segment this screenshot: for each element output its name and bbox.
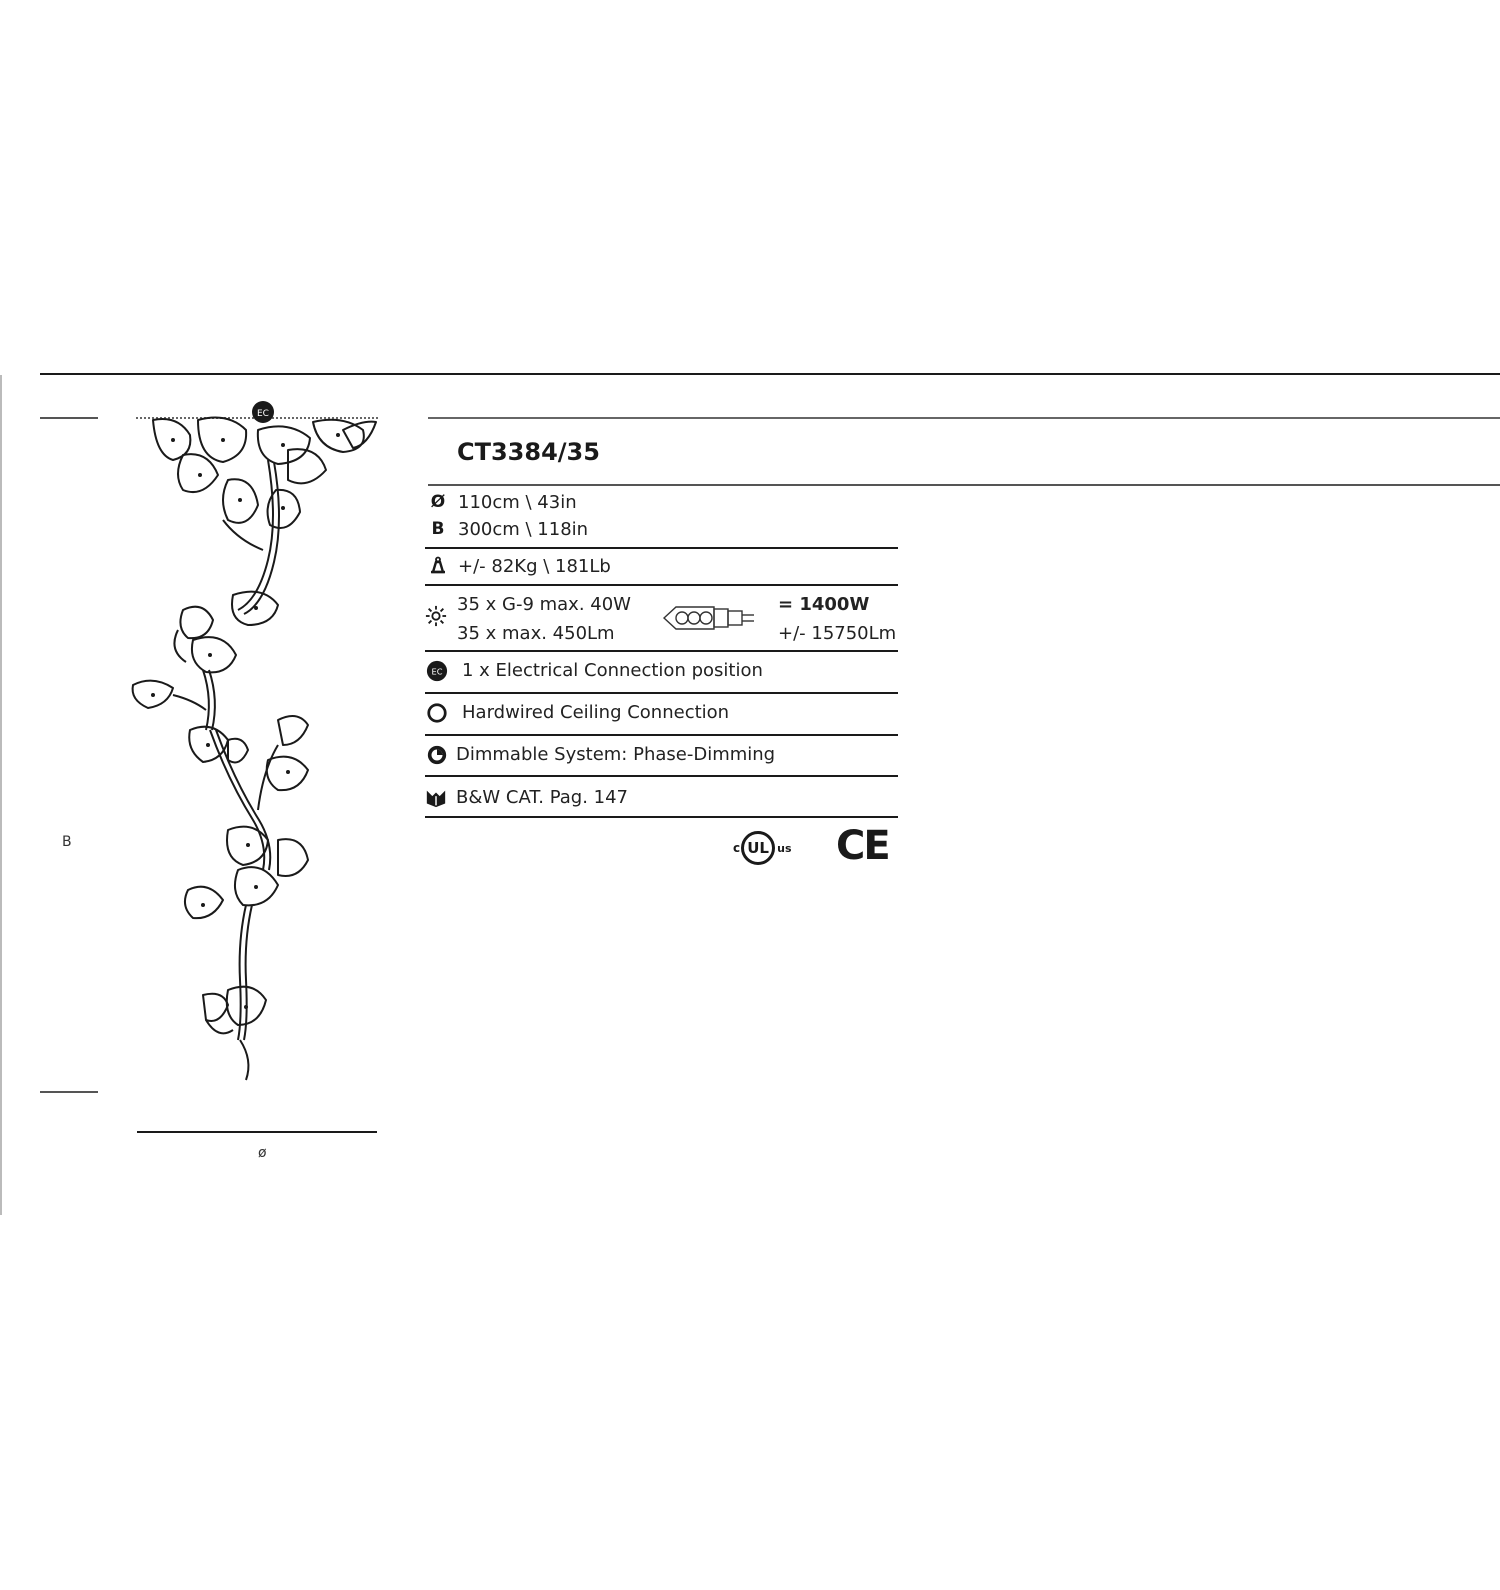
spec-electrical: 1 x Electrical Connection position xyxy=(462,660,763,681)
cul-us-logo: c UL us xyxy=(733,831,792,865)
spec-divider-7 xyxy=(425,816,898,818)
height-icon: B xyxy=(431,519,445,539)
weight-icon xyxy=(427,554,449,576)
spec-divider-5 xyxy=(425,734,898,736)
spec-total-lumens: +/- 15750Lm xyxy=(778,623,897,644)
spec-diameter: 110cm \ 43in xyxy=(458,492,577,513)
g9-bulb-icon xyxy=(662,603,758,637)
diameter-icon: Ø xyxy=(430,492,446,512)
svg-text:EC: EC xyxy=(431,666,443,677)
diameter-dim-label: ø xyxy=(258,1145,267,1161)
catalog-icon xyxy=(425,787,447,809)
spec-lumens-each: 35 x max. 450Lm xyxy=(457,623,615,644)
title-under-rule xyxy=(428,484,1500,486)
top-rule xyxy=(40,373,1500,375)
height-dim-top-tick xyxy=(40,417,98,419)
spec-divider-2 xyxy=(425,584,898,586)
dimming-icon xyxy=(426,744,448,766)
spec-bulbs: 35 x G-9 max. 40W xyxy=(457,594,631,615)
spec-weight: +/- 82Kg \ 181Lb xyxy=(458,556,611,577)
ring-icon xyxy=(426,702,448,724)
spec-divider-6 xyxy=(425,775,898,777)
left-vertical-rule xyxy=(0,375,2,1215)
diameter-dim-line xyxy=(137,1131,377,1133)
spec-divider-3 xyxy=(425,650,898,652)
panel-top-rule xyxy=(428,417,1500,419)
spec-divider-4 xyxy=(425,692,898,694)
spec-catalog: B&W CAT. Pag. 147 xyxy=(456,787,628,808)
sun-icon xyxy=(425,605,447,627)
spec-total-watt: = 1400W xyxy=(778,594,870,615)
svg-text:EC: EC xyxy=(257,409,269,419)
spec-divider-1 xyxy=(425,547,898,549)
height-dim-label: B xyxy=(62,834,72,850)
product-code: CT3384/35 xyxy=(457,438,600,466)
height-dim-bottom-tick xyxy=(40,1091,98,1093)
spec-dimming: Dimmable System: Phase-Dimming xyxy=(456,744,776,765)
ce-logo: CE xyxy=(836,823,889,869)
ec-icon xyxy=(426,660,448,682)
spec-connection: Hardwired Ceiling Connection xyxy=(462,702,730,723)
spec-height: 300cm \ 118in xyxy=(458,519,589,540)
chandelier-drawing xyxy=(128,400,388,1100)
